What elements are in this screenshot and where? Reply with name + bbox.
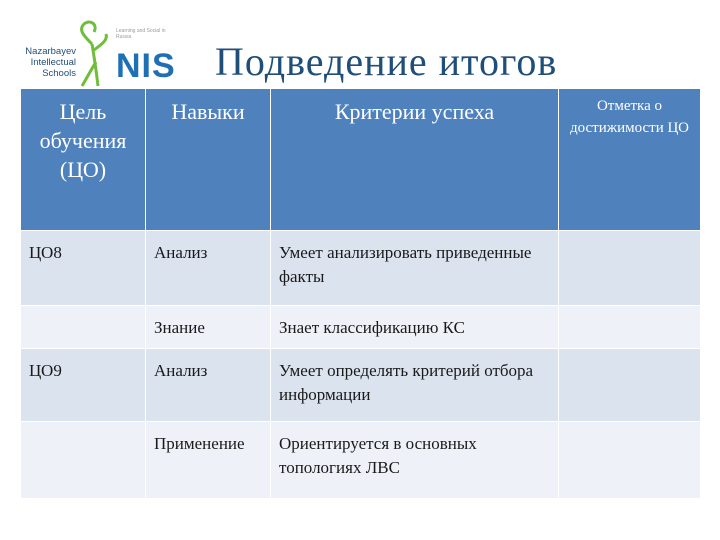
mark-cell[interactable] — [559, 422, 701, 499]
skill-cell: Анализ — [146, 349, 271, 422]
mark-cell[interactable] — [559, 231, 701, 306]
table-header-row — [21, 89, 701, 231]
mark-cell[interactable] — [559, 306, 701, 349]
school-name: Nazarbayev Intellectual Schools — [25, 46, 76, 79]
slide-title: Подведение итогов — [215, 39, 558, 84]
table-row — [21, 231, 701, 306]
mark-cell[interactable] — [559, 349, 701, 422]
goal-cell: ЦО8 — [21, 231, 146, 306]
table-row — [21, 349, 701, 422]
table-row — [21, 422, 701, 499]
criteria-cell: Умеет определять критерий отбора информации — [271, 349, 559, 422]
goal-cell — [21, 422, 146, 499]
logo-tagline: Learning and Social in Russia — [116, 28, 166, 40]
header-achievement-mark: Отметка о достижимости ЦО — [559, 89, 701, 231]
skill-cell: Применение — [146, 422, 271, 499]
goal-cell — [21, 306, 146, 349]
skill-cell: Знание — [146, 306, 271, 349]
goal-cell: ЦО9 — [21, 349, 146, 422]
criteria-cell: Знает классификацию КС — [271, 306, 559, 349]
nis-logo — [18, 16, 178, 88]
results-table — [20, 88, 701, 499]
table-row — [21, 306, 701, 349]
header-success-criteria: Критерии успеха — [271, 89, 559, 231]
header-skills: Навыки — [146, 89, 271, 231]
skill-cell: Анализ — [146, 231, 271, 306]
criteria-cell: Ориентируется в основных топологиях ЛВС — [271, 422, 559, 499]
header-learning-goal: Цель обучения (ЦО) — [21, 89, 146, 231]
criteria-cell: Умеет анализировать приведенные факты — [271, 231, 559, 306]
logo-abbreviation: NIS — [116, 47, 176, 85]
